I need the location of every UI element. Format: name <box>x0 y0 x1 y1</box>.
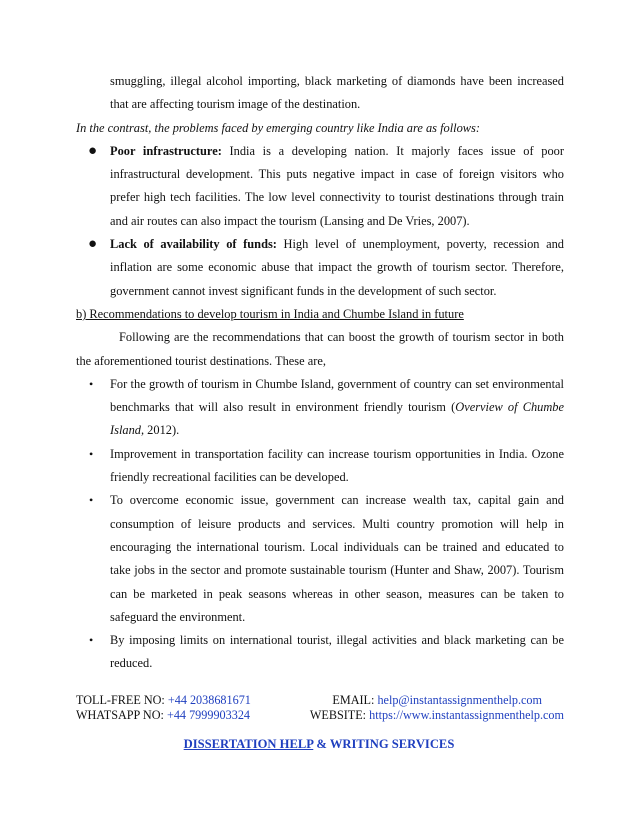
website-link[interactable]: https://www.instantassignmenthelp.com <box>369 708 564 722</box>
problem-text: High level of unemployment, poverty, recession and inflation are some economic abuse that impact the growth of tourism sector. Therefore, government cannot invest significant funds in the development of such sector. <box>110 237 564 298</box>
email-info: EMAIL: help@instantassignmenthelp.com <box>332 693 542 707</box>
recommendation-text: Improvement in transportation facility can increase tourism opportunities in India. Ozone friendly recreational facilities can be developed. <box>110 446 564 485</box>
bullet-icon: • <box>89 493 94 508</box>
recommendation-text: To overcome economic issue, government can increase wealth tax, capital gain and consumption of leisure products and services. Multi country promotion will help in encouraging the international tourism. Local individuals can be trained and educated to take jobs in the sector and promote sustainable tourism (Hunter and Shaw, 2007). Tourism can be marketed in peak seasons whereas in other season, measures can be taken to safeguard the environment. <box>110 493 564 624</box>
recommendation-text: By imposing limits on international tourist, illegal activities and black marketing can be reduced. <box>110 633 564 671</box>
whatsapp-link[interactable]: +44 7999903324 <box>166 708 251 722</box>
problem-text: India is a developing nation. It majorly faces issue of poor infrastructural development. This puts negative impact in case of foreign visitors who prefer high tech facilities. The low level connectivity to tourist destinations through train and air routes can also impact the tourism (Lansing and De Vries, 2007). <box>110 143 564 228</box>
bullet-icon: • <box>89 633 94 648</box>
dissertation-help-link[interactable]: DISSERTATION HELP <box>183 737 314 751</box>
recommendation-item <box>76 629 564 676</box>
services-banner <box>0 737 638 752</box>
problem-item-funds <box>76 233 564 303</box>
bullet-icon: • <box>89 376 94 391</box>
problem-item-infrastructure <box>76 140 564 233</box>
citation-year: 2012). <box>144 423 180 438</box>
bullet-icon: • <box>89 446 94 461</box>
tollfree-info: TOLL-FREE NO: +44 2038681671 <box>76 693 251 707</box>
banner-rest: & WRITING SERVICES <box>313 737 455 751</box>
citation-title: Overview of Chumbe Island, <box>110 400 565 438</box>
problem-title: Lack of availability of funds: <box>110 237 277 252</box>
section-heading: b) Recommendations to develop tourism in India and Chumbe Island in future <box>76 306 464 321</box>
recommendations-intro: Following are the recommendations that can boost the growth of tourism sector in both the aforementioned tourist destinations. These are, <box>76 330 564 368</box>
website-info: WEBSITE: https://www.instantassignmenthelp.com <box>309 708 564 722</box>
recommendation-item <box>76 443 564 490</box>
footer-row-1 <box>76 693 564 708</box>
bullet-icon: ● <box>88 236 98 253</box>
problem-title: Poor infrastructure: <box>110 143 222 158</box>
recommendation-item <box>76 373 564 443</box>
continued-line-1: smuggling, illegal alcohol importing, black marketing of diamonds have been increased <box>110 74 564 88</box>
continued-paragraph <box>76 70 564 117</box>
bullet-icon: ● <box>88 142 98 159</box>
document-body <box>76 70 564 676</box>
problems-intro: In the contrast, the problems faced by emerging country like India are as follows: <box>76 120 480 135</box>
recommendation-text: For the growth of tourism in Chumbe Island, government of country can set environmental benchmarks that will also result in environment friendly tourism ( <box>110 376 564 415</box>
contact-footer <box>76 693 564 723</box>
email-link[interactable]: help@instantassignmenthelp.com <box>377 693 542 707</box>
continued-line-2: that are affecting tourism image of the destination. <box>110 97 361 112</box>
footer-row-2 <box>76 708 564 723</box>
recommendation-item <box>76 489 564 629</box>
whatsapp-info: WHATSAPP NO: +44 7999903324 <box>76 708 251 722</box>
tollfree-link[interactable]: +44 2038681671 <box>167 693 251 707</box>
